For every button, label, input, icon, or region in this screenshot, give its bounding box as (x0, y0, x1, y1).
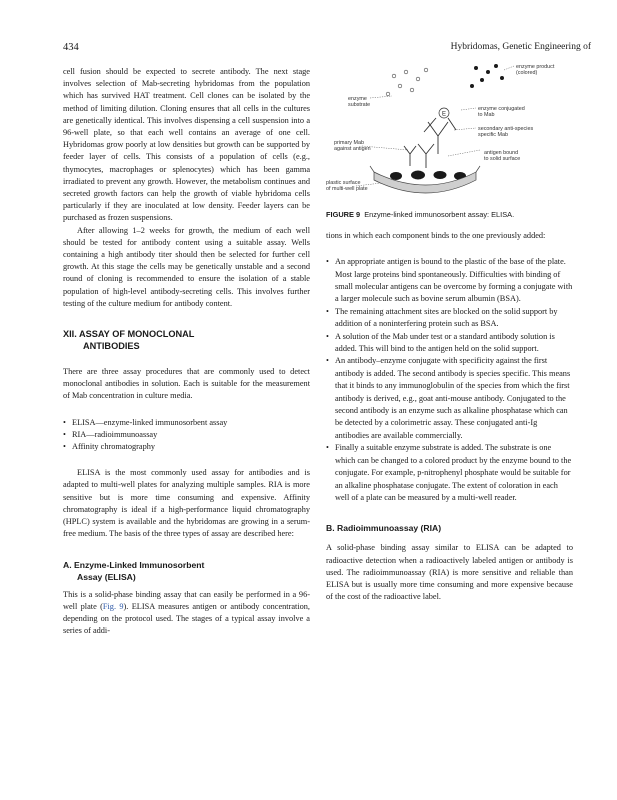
section-heading-line: XII. ASSAY OF MONOCLONAL (63, 329, 195, 340)
secondary-antibody (424, 118, 456, 132)
assay-steps-list (326, 256, 573, 504)
leader-line (454, 128, 476, 130)
paragraph: tions in which each component binds to the one previously added: (326, 231, 546, 240)
text-run: ). ELISA measures antigen or antibody concentration, depending on the protocol used. The stages of a typical assay involve a series of addi- (63, 601, 311, 636)
substrate-dot (410, 88, 414, 92)
enzyme-letter: E (442, 111, 447, 118)
figure-link[interactable]: Fig. 9 (102, 601, 124, 611)
subsection-heading-line: Assay (ELISA) (77, 571, 136, 582)
substrate-dot (404, 70, 408, 74)
leader-line (504, 66, 514, 70)
label-plastic-surface: plastic surface of multi-well plate (326, 180, 368, 193)
paragraph (63, 589, 310, 638)
assay-list (63, 417, 310, 454)
list-item: • RIA—radioimmunoassay (63, 429, 310, 441)
conjugate-antibody (428, 122, 448, 154)
subsection-heading (63, 559, 310, 583)
left-column (63, 66, 310, 637)
product-dot (486, 70, 490, 74)
list-item: • ELISA—enzyme-linked immunosorbent assay (63, 417, 310, 429)
substrate-dot (424, 68, 428, 72)
label-enzyme-product: enzyme product (colored) (516, 64, 555, 77)
product-dot (494, 64, 498, 68)
product-dot (500, 76, 504, 80)
label-antigen-bound: antigen bound to solid surface (484, 150, 521, 163)
label-primary-mab: primary Mab against antigen (334, 140, 371, 153)
running-head: Hybridomas, Genetic Engineering of (450, 42, 591, 52)
caption-label: FIGURE 9 (326, 210, 361, 219)
list-item: • A solution of the Mab under test or a standard antibody solution is added. This will bind to the antigen held on the solid support. (326, 331, 573, 356)
list-item: • Finally a suitable enzyme substrate is added. The substrate is one which can be changed to a colored product by the enzyme bound to the conjugate. For example, p-nitrophenyl phosphate would be suitable for an alkaline phosphatase conjugate. The extent of coloration in each well of a plate can be measured by a multi-well reader. (326, 442, 573, 504)
figure-caption (326, 210, 573, 220)
well-edge (370, 166, 480, 172)
primary-antibody (418, 144, 434, 168)
list-item: • An appropriate antigen is bound to the plastic of the base of the plate. Most large proteins bind spontaneously. Difficulties with binding of small molecular antigens can be overcome by forming a conjugate with a larger molecule such as bovine serum albumin (BSA). (326, 256, 573, 306)
subsection-heading: B. Radioimmunoassay (RIA) (326, 523, 442, 534)
section-heading (63, 328, 310, 352)
list-item: • Affinity chromatography (63, 441, 310, 453)
product-dot (470, 84, 474, 88)
bound-antigen (390, 172, 402, 180)
section-heading-line: ANTIBODIES (83, 341, 140, 352)
substrate-dot (416, 77, 420, 81)
bound-antigen (411, 171, 425, 180)
paragraph: ELISA is the most commonly used assay for antibodies and is adapted to multi-well plates for analyzing multiple samples. RIA is more sensitive but is more time consuming and expensive. Affinity chromatography is ideal if a high-performance liquid chromatography (HPLC) system is available and the hybridomas are growing in a serum-free medium. The basis of the three types of assay are described here: (63, 468, 310, 539)
substrate-dot (392, 74, 396, 78)
right-column (326, 58, 573, 603)
substrate-dot (386, 92, 390, 96)
paragraph: After allowing 1–2 weeks for growth, the medium of each well should be tested for antibody content using a suitable assay. Wells containing a high antibody titer should then be selected for further cell growth. At this stage the cells may be genetically unstable and a second round of cloning is recommended to ensure the isolation of a stable population of high-level antibody-secreting cells. This involves further testing of the culture medium for antibody content. (63, 225, 310, 308)
label-secondary-mab: secondary anti-species specific Mab (478, 126, 534, 139)
paragraph: There are three assay procedures that are commonly used to detect monoclonal antibodies in solution. Each is suitable for the measurement of Mab concentration in culture media. (63, 367, 310, 401)
product-dot (474, 66, 478, 70)
paragraph: A solid-phase binding assay similar to ELISA can be adapted to radioactive detection when a radioactively labeled antigen or antibody is used. The radioimmunoassay (RIA) is more sensitive and reliable than ELISA but is usually more time consuming and more expensive because of the cost of the radioactive label. (326, 543, 573, 602)
leader-line (448, 150, 480, 156)
caption-text: Enzyme-linked immunosorbent assay: ELISA. (364, 210, 515, 219)
list-item: • The remaining attachment sites are blocked on the solid support by addition of a noninterfering protein such as BSA. (326, 306, 573, 331)
label-enzyme-conjugated: enzyme conjugated to Mab (478, 106, 525, 119)
page-number: 434 (63, 42, 79, 53)
product-dot (480, 78, 484, 82)
leader-line (370, 96, 392, 98)
label-enzyme-substrate: enzyme substrate (348, 96, 371, 109)
substrate-dot (398, 84, 402, 88)
paragraph: cell fusion should be expected to secrete antibody. The next stage involves selection of Mab-secreting hybridomas from the population which has survived HAT treatment. Cell clones can be isolated by the method of limiting dilution. Cloning ensures that all cells in the cultures are genetically identical. This involves dispensing a cell suspension into a 96-well plate, so that each well contains an average of one cell. Hybridomas grow poorly at low densities but growth can be supported by feeder layer of cells. This consists of a population of cells (e.g., thymocytes, macrophages or splenocytes) which has been gamma irradiated to prevent any growth. However, the metabolism continues and secreted growth factors can help the growth of viable hybridoma cells particularly if they are inoculated at low density. Feeder layers can be purchased as frozen suspensions. (63, 67, 310, 223)
subsection-heading-line: A. Enzyme-Linked Immunosorbent (63, 559, 205, 570)
bound-antigen (434, 171, 447, 179)
elisa-figure (326, 58, 573, 208)
leader-line (461, 108, 476, 110)
list-item: • An antibody–enzyme conjugate with specificity against the first antibody is added. The second antibody is species specific. This means that it binds to any immunoglobulin of the species from which the first antibody is derived, e.g., goat anti-mouse antibody. Conjugated to the second antibody is an enzyme such as alkaline phosphatase which can be detected by a colorimetric assay. These conjugated anti-Ig antibodies are available commercially. (326, 355, 573, 442)
text-run: This is a solid-phase binding assay that can easily be performed in a 96-well plate ( (63, 589, 310, 611)
primary-antibody (404, 146, 416, 166)
